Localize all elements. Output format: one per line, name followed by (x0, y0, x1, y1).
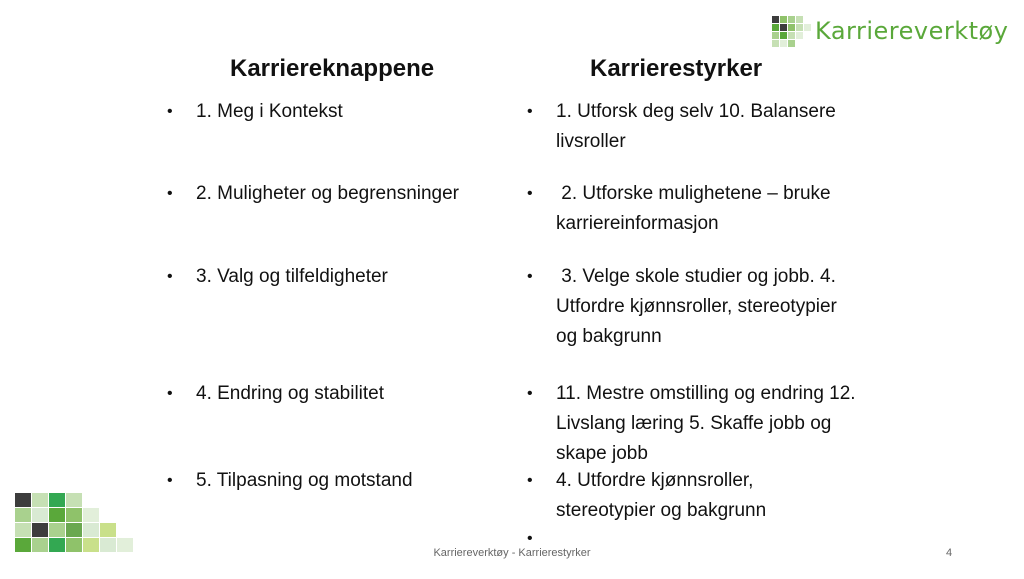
logo-mosaic-tile (788, 32, 795, 39)
bullet-icon: • (527, 268, 533, 285)
right-list-item: • 3. Velge skole studier og jobb. 4. Utfordre kjønnsroller, stereotypier og bakgrunn (527, 262, 877, 352)
mosaic-tile (49, 508, 65, 522)
left-list-item: • 5. Tilpasning og motstand (167, 466, 497, 496)
logo-mosaic-icon (772, 16, 811, 47)
logo-mosaic-tile (796, 24, 803, 31)
mosaic-tile (15, 508, 31, 522)
logo-text: Karriereverktøy (815, 17, 1009, 45)
mosaic-tile (117, 493, 133, 507)
footer-text: Karriereverktøy - Karrierestyrker (433, 547, 591, 559)
logo-mosaic-tile (772, 32, 779, 39)
right-list-item: • 4. Utfordre kjønnsroller, stereotypier og bakgrunn (527, 466, 877, 526)
bullet-icon: • (167, 268, 173, 285)
bullet-icon: • (527, 385, 533, 402)
mosaic-tile (49, 493, 65, 507)
logo (772, 14, 1008, 48)
mosaic-tile (83, 493, 99, 507)
right-list-item: • 2. Utforske mulighetene – bruke karriereinformasjon (527, 179, 877, 239)
mosaic-tile (100, 508, 116, 522)
logo-mosaic-tile (780, 16, 787, 23)
logo-mosaic-tile (780, 40, 787, 47)
logo-mosaic-tile (772, 16, 779, 23)
bullet-icon: • (527, 472, 533, 489)
left-list-item: • 4. Endring og stabilitet (167, 379, 497, 409)
logo-mosaic-tile (804, 16, 811, 23)
bullet-icon: • (527, 185, 533, 202)
left-list-item: • 1. Meg i Kontekst (167, 97, 497, 127)
heading-karrierestyrker: Karrierestyrker (590, 55, 763, 82)
right-list-item: • 11. Mestre omstilling og endring 12. Livslang læring 5. Skaffe jobb og skape jobb (527, 379, 877, 469)
bullet-icon: • (167, 472, 173, 489)
logo-mosaic-tile (796, 16, 803, 23)
mosaic-tile (15, 523, 31, 537)
logo-mosaic-tile (772, 40, 779, 47)
mosaic-tile (117, 523, 133, 537)
logo-mosaic-tile (796, 40, 803, 47)
bullet-icon: • (527, 530, 533, 547)
logo-mosaic-tile (780, 24, 787, 31)
mosaic-tile (117, 508, 133, 522)
mosaic-tile (100, 493, 116, 507)
mosaic-tile (32, 523, 48, 537)
mosaic-tile (66, 523, 82, 537)
logo-mosaic-tile (804, 24, 811, 31)
logo-mosaic-tile (788, 16, 795, 23)
page-number: 4 (946, 547, 953, 559)
mosaic-tile (49, 523, 65, 537)
logo-mosaic-tile (788, 40, 795, 47)
logo-mosaic-tile (772, 24, 779, 31)
decorative-mosaic (15, 493, 133, 552)
logo-mosaic-tile (796, 32, 803, 39)
logo-mosaic-tile (788, 24, 795, 31)
bullet-icon: • (167, 103, 173, 120)
mosaic-tile (83, 523, 99, 537)
bullet-icon: • (527, 103, 533, 120)
logo-mosaic-tile (804, 32, 811, 39)
mosaic-tile (15, 493, 31, 507)
mosaic-tile (66, 508, 82, 522)
right-list-item: • 1. Utforsk deg selv 10. Balansere livsroller (527, 97, 877, 157)
mosaic-tile (66, 493, 82, 507)
heading-karriereknappene: Karriereknappene (230, 55, 435, 82)
left-list-item: • 2. Muligheter og begrensninger (167, 179, 497, 209)
left-list-item: • 3. Valg og tilfeldigheter (167, 262, 497, 292)
mosaic-tile (32, 493, 48, 507)
mosaic-tile (100, 523, 116, 537)
bullet-icon: • (167, 385, 173, 402)
logo-mosaic-tile (804, 40, 811, 47)
logo-mosaic-tile (780, 32, 787, 39)
bullet-icon: • (167, 185, 173, 202)
mosaic-tile (83, 508, 99, 522)
mosaic-tile (32, 508, 48, 522)
